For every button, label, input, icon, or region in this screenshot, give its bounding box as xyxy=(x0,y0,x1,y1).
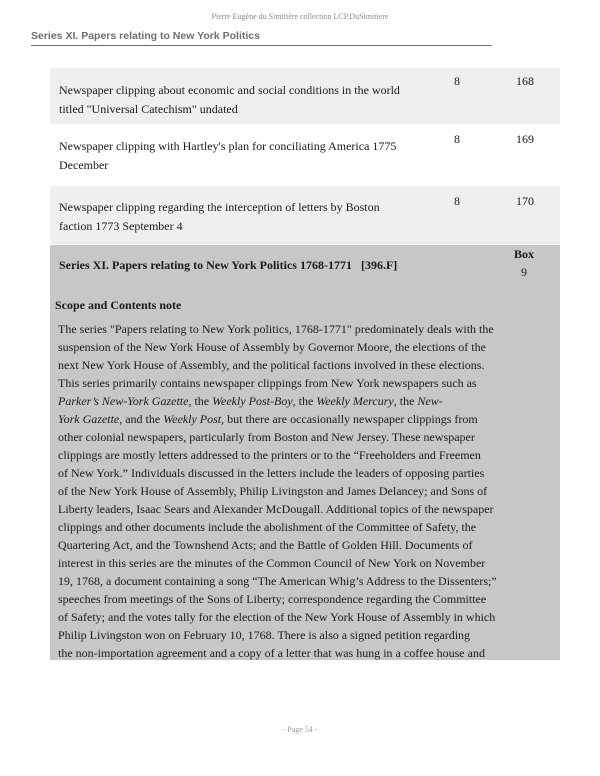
box-number: 8 xyxy=(454,194,460,208)
item-description xyxy=(59,198,419,236)
text-line: next New York House of Assembly, and the political factions involved in these elections. xyxy=(58,358,485,372)
box-number: 8 xyxy=(454,74,460,88)
text-fragment: , the xyxy=(188,394,213,408)
publication-title: Weekly Post-Boy xyxy=(212,394,293,408)
text-line: 19, 1768, a document containing a song “The American Whig’s Address to the Dissenters;” xyxy=(58,574,497,588)
series-section xyxy=(50,245,560,660)
page-number: - Page 54 - xyxy=(282,725,318,734)
text-fragment: , the xyxy=(393,394,418,408)
folder-number: 169 xyxy=(516,132,534,146)
description-line: Newspaper clipping with Hartley's plan for conciliating America 1775 xyxy=(59,139,397,153)
text-line: The series "Papers relating to New York politics, 1768-1771" predominately deals with the xyxy=(58,322,494,336)
text-line: Liberty leaders, Isaac Sears and Alexander McDougall. Additional topics of the newspaper xyxy=(58,502,494,516)
text-fragment: , and the xyxy=(119,412,164,426)
text-line: other colonial newspapers, particularly from Boston and New Jersey. These newspaper xyxy=(58,430,475,444)
series-title: Series XI. Papers relating to New York Politics 1768-1771 [396.F] xyxy=(59,258,398,272)
text-line: This series primarily contains newspaper clippings from New York newspapers such as xyxy=(58,376,477,390)
text-line: Quartering Act, and the Townshend Acts; and the Battle of Golden Hill. Documents of xyxy=(58,538,473,552)
table-row xyxy=(50,124,560,186)
description-line: titled "Universal Catechism" undated xyxy=(59,102,238,116)
box-number: 8 xyxy=(454,132,460,146)
description-line: Newspaper clipping about economic and social conditions in the world xyxy=(59,83,400,97)
text-line: Philip Livingston won on February 10, 1768. There is also a signed petition regarding xyxy=(58,628,471,642)
text-line: clippings are mostly letters addressed to the printers or to the “Freeholders and Freemen xyxy=(58,448,481,462)
table-row xyxy=(50,186,560,244)
folder-number: 170 xyxy=(516,194,534,208)
publication-title: Weekly Mercury xyxy=(316,394,394,408)
running-head: Pierre Eugène du Simitière collection LCP.DuSimitiere xyxy=(211,12,389,21)
text-line xyxy=(58,410,498,428)
container-list-table xyxy=(50,68,560,244)
text-line: of Safety; and the votes tally for the election of the New York House of Assembly in which xyxy=(58,610,496,624)
text-line: interest in this series are the minutes of the Common Council of New York on November xyxy=(58,556,486,570)
text-line xyxy=(58,392,498,410)
publication-title: Parker’s New-York Gazette xyxy=(58,394,189,408)
series-header: Series XI. Papers relating to New York Politics xyxy=(31,30,260,42)
text-line: of New York.” Individuals discussed in the letters include the leaders of opposing parties xyxy=(58,466,485,480)
text-line: of the New York House of Assembly, Philip Livingston and James Delancey; and Sons of xyxy=(58,484,488,498)
box-label: Box xyxy=(513,247,534,261)
text-line: speeches from meetings of the Sons of Liberty; correspondence regarding the Committee xyxy=(58,592,487,606)
folder-number: 168 xyxy=(516,74,534,88)
description-line: faction 1773 September 4 xyxy=(59,219,183,233)
description-line: December xyxy=(59,158,109,172)
item-description xyxy=(59,137,419,175)
publication-title: Weekly Post xyxy=(163,412,222,426)
text-fragment: , but there are occasionally newspaper clippings from xyxy=(221,412,478,426)
scope-contents-heading: Scope and Contents note xyxy=(55,298,182,312)
text-fragment: , the xyxy=(292,394,317,408)
scope-contents-note xyxy=(58,320,498,662)
text-line: the non-importation agreement and a copy of a letter that was hung in a coffee house and xyxy=(58,646,485,660)
header-rule xyxy=(31,45,492,46)
publication-title: York Gazette xyxy=(58,412,120,426)
description-line: Newspaper clipping regarding the interception of letters by Boston xyxy=(59,200,380,214)
publication-title: New- xyxy=(417,394,443,408)
table-row xyxy=(50,68,560,124)
box-number: 9 xyxy=(521,265,527,279)
text-line: suspension of the New York House of Assembly by Governor Moore, the elections of the xyxy=(58,340,486,354)
text-line: clippings and other documents include the abolishment of the Committee of Safety, the xyxy=(58,520,477,534)
item-description xyxy=(59,81,419,119)
